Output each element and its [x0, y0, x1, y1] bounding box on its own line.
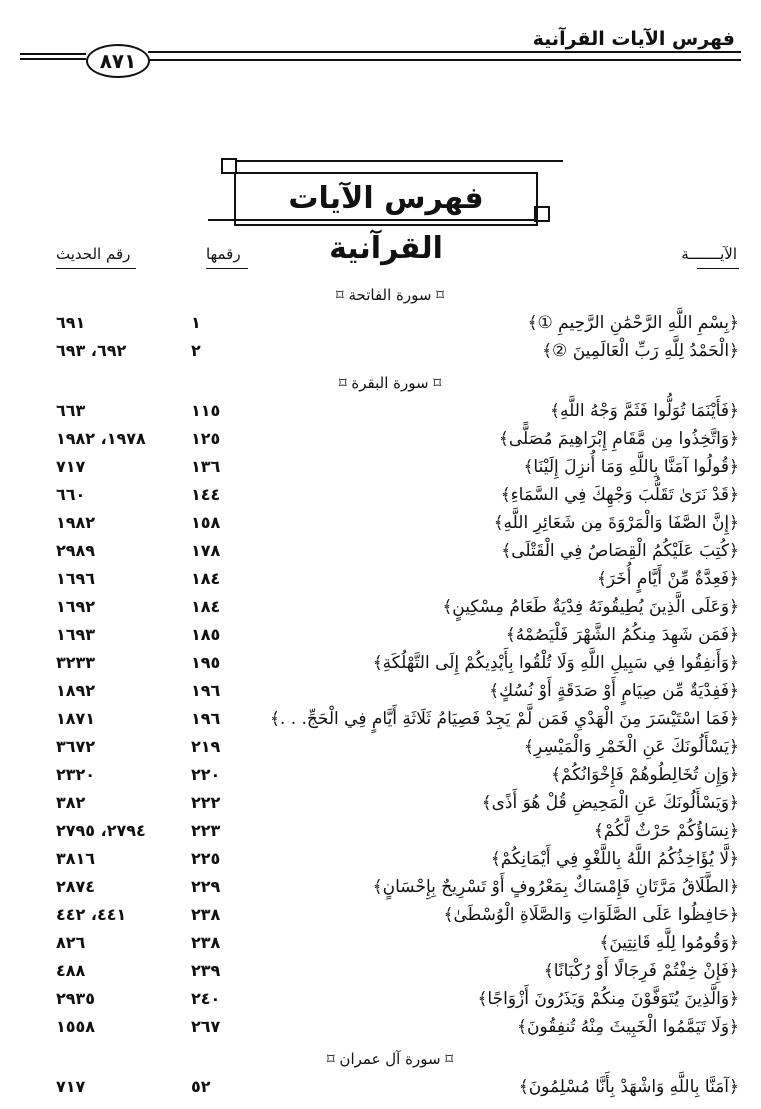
column-header-verse: الآيـــــــة	[681, 245, 737, 263]
hadith-number: ١٨٩٢	[56, 681, 96, 700]
hadith-number: ١٦٩٣	[56, 625, 96, 644]
surah-heading	[0, 370, 761, 396]
hadith-number: ١٩٧٨، ١٩٨٢	[56, 429, 146, 448]
hadith-number: ١٥٥٨	[56, 1017, 96, 1036]
verse-text: ﴿وَلَا تَيَمَّمُوا الْخَبِيثَ مِنْهُ تُنفِقُونَ﴾	[517, 1017, 739, 1037]
hadith-number: ٣٨١٦	[56, 849, 96, 868]
index-row	[0, 928, 761, 956]
verse-index-list	[0, 282, 761, 1100]
verse-text: ﴿قُولُوا آمَنَّا بِاللَّهِ وَمَا أُنزِلَ إِلَيْنَا﴾	[523, 457, 739, 477]
hadith-number: ٢٣٢٠	[56, 765, 96, 784]
verse-number: ١٣٦	[191, 457, 221, 476]
index-row	[0, 564, 761, 592]
verse-number: ٢١٩	[191, 737, 221, 756]
verse-number: ٢٣٨	[191, 905, 221, 924]
verse-number: ١٨٤	[191, 597, 221, 616]
verse-text: ﴿فَمَا اسْتَيْسَرَ مِنَ الْهَدْيِ فَمَن لَّمْ يَجِدْ فَصِيَامُ ثَلَاثَةِ أَيَّامٍ فِي الْحَجِّ. . .﴾	[269, 709, 739, 729]
hadith-number: ٤٤١، ٤٤٢	[56, 905, 127, 924]
verse-text: ﴿وَعَلَى الَّذِينَ يُطِيقُونَهُ فِدْيَةٌ طَعَامُ مِسْكِينٍ﴾	[442, 597, 739, 617]
index-row	[0, 984, 761, 1012]
verse-text: ﴿حَافِظُوا عَلَى الصَّلَوَاتِ وَالصَّلَاةِ الْوُسْطَىٰ﴾	[443, 905, 739, 925]
surah-name: ⌑ سورة آل عمران ⌑	[326, 1050, 454, 1068]
header-rule	[148, 51, 741, 53]
verse-text: ﴿فَعِدَّةٌ مِّنْ أَيَّامٍ أُخَرَ﴾	[596, 569, 739, 589]
header-rule-left	[20, 58, 86, 60]
column-underline-number	[206, 268, 248, 269]
hadith-number: ٦٩١	[56, 313, 86, 332]
hadith-number: ٧١٧	[56, 1077, 86, 1096]
surah-heading	[0, 1046, 761, 1072]
verse-number: ١٩٦	[191, 681, 221, 700]
verse-text: ﴿نِسَاؤُكُمْ حَرْثٌ لَّكُمْ﴾	[593, 821, 739, 841]
hadith-number: ٣٦٧٢	[56, 737, 96, 756]
index-row	[0, 732, 761, 760]
verse-text: ﴿فَفِدْيَةٌ مِّن صِيَامٍ أَوْ صَدَقَةٍ أَوْ نُسُكٍ﴾	[489, 681, 739, 701]
hadith-number: ٢٨٧٤	[56, 877, 96, 896]
verse-text: ﴿الطَّلَاقُ مَرَّتَانِ فَإِمْسَاكٌ بِمَعْرُوفٍ أَوْ تَسْرِيحٌ بِإِحْسَانٍ﴾	[372, 877, 739, 897]
verse-number: ٢٢٢	[191, 793, 221, 812]
hadith-number: ٧١٧	[56, 457, 86, 476]
index-row	[0, 844, 761, 872]
verse-text: ﴿وَقُومُوا لِلَّهِ قَانِتِينَ﴾	[599, 933, 739, 953]
hadith-number: ٤٨٨	[56, 961, 86, 980]
index-row	[0, 308, 761, 336]
hadith-number: ٢٩٨٩	[56, 541, 96, 560]
hadith-number: ٦٦٣	[56, 401, 86, 420]
index-row	[0, 424, 761, 452]
surah-heading	[0, 282, 761, 308]
column-underline-verse	[697, 268, 739, 269]
verse-number: ٢٦٧	[191, 1017, 221, 1036]
verse-number: ٢٣٨	[191, 933, 221, 952]
verse-text: ﴿وَإِن تُخَالِطُوهُمْ فَإِخْوَانُكُمْ﴾	[551, 765, 739, 785]
verse-text: ﴿وَاتَّخِذُوا مِن مَّقَامِ إِبْرَاهِيمَ مُصَلًّى﴾	[498, 429, 739, 449]
index-row	[0, 648, 761, 676]
verse-number: ٢٢٩	[191, 877, 221, 896]
verse-text: ﴿وَيَسْأَلُونَكَ عَنِ الْمَحِيضِ قُلْ هُوَ أَذًى﴾	[481, 793, 739, 813]
verse-text: ﴿آمَنَّا بِاللَّهِ وَاشْهَدْ بِأَنَّا مُسْلِمُونَ﴾	[518, 1077, 739, 1097]
surah-name: ⌑ سورة الفاتحة ⌑	[336, 286, 444, 304]
verse-number: ٢٢٠	[191, 765, 221, 784]
hadith-number: ٦٩٢، ٦٩٣	[56, 341, 127, 360]
verse-number: ١١٥	[191, 401, 221, 420]
verse-number: ١	[191, 313, 201, 332]
verse-number: ١٧٨	[191, 541, 221, 560]
hadith-number: ١٨٧١	[56, 709, 96, 728]
index-row	[0, 1072, 761, 1100]
verse-number: ٢٣٩	[191, 961, 221, 980]
hadith-number: ٣٨٢	[56, 793, 86, 812]
verse-number: ١٨٥	[191, 625, 221, 644]
verse-number: ٢٤٠	[191, 989, 221, 1008]
verse-text: ﴿فَأَيْنَمَا تُوَلُّوا فَثَمَّ وَجْهُ اللَّهِ﴾	[550, 401, 739, 421]
verse-number: ١٩٥	[191, 653, 221, 672]
index-row	[0, 336, 761, 364]
verse-number: ١٥٨	[191, 513, 221, 532]
verse-number: ١٩٦	[191, 709, 221, 728]
page-number: ٨٧١	[86, 44, 150, 78]
section-title: فهرس الآيات القرآنية	[234, 172, 538, 226]
verse-number: ١٤٤	[191, 485, 221, 504]
index-row	[0, 508, 761, 536]
hadith-number: ٨٢٦	[56, 933, 86, 952]
index-row	[0, 956, 761, 984]
index-row	[0, 816, 761, 844]
index-row	[0, 536, 761, 564]
column-underline-hadith	[56, 268, 136, 269]
verse-text: ﴿الْحَمْدُ لِلَّهِ رَبِّ الْعَالَمِينَ ②﴾	[542, 341, 739, 361]
verse-text: ﴿بِسْمِ اللَّهِ الرَّحْمَٰنِ الرَّحِيمِ ①﴾	[527, 313, 739, 333]
verse-number: ٥٢	[191, 1077, 211, 1096]
verse-number: ٢٢٣	[191, 821, 221, 840]
hadith-number: ٢٧٩٤، ٢٧٩٥	[56, 821, 146, 840]
verse-text: ﴿وَالَّذِينَ يُتَوَفَّوْنَ مِنكُمْ وَيَذَرُونَ أَزْوَاجًا﴾	[477, 989, 739, 1009]
verse-text: ﴿كُتِبَ عَلَيْكُمُ الْقِصَاصُ فِي الْقَتْلَى﴾	[501, 541, 739, 561]
index-row	[0, 900, 761, 928]
verse-number: ٢٢٥	[191, 849, 221, 868]
running-header-title: فهرس الآيات القرآنية	[532, 28, 735, 50]
header-rule-left	[20, 53, 86, 55]
verse-text: ﴿يَسْأَلُونَكَ عَنِ الْخَمْرِ وَالْمَيْسِرِ﴾	[523, 737, 739, 757]
hadith-number: ١٦٩٢	[56, 597, 96, 616]
hadith-number: ١٩٨٢	[56, 513, 96, 532]
header-rule	[148, 59, 741, 61]
index-row	[0, 872, 761, 900]
index-row	[0, 620, 761, 648]
column-header-hadith: رقم الحديث	[56, 245, 131, 263]
index-row	[0, 396, 761, 424]
verse-text: ﴿لَّا يُؤَاخِذُكُمُ اللَّهُ بِاللَّغْوِ فِي أَيْمَانِكُمْ﴾	[490, 849, 739, 869]
index-row	[0, 704, 761, 732]
frame-rule-top	[225, 160, 563, 162]
verse-text: ﴿قَدْ نَرَىٰ تَقَلُّبَ وَجْهِكَ فِي السَّمَاءِ﴾	[500, 485, 739, 505]
index-row	[0, 788, 761, 816]
surah-name: ⌑ سورة البقرة ⌑	[338, 374, 442, 392]
index-row	[0, 592, 761, 620]
index-row	[0, 1012, 761, 1040]
hadith-number: ٣٢٣٣	[56, 653, 96, 672]
hadith-number: ١٦٩٦	[56, 569, 96, 588]
verse-text: ﴿وَأَنفِقُوا فِي سَبِيلِ اللَّهِ وَلَا تُلْقُوا بِأَيْدِيكُمْ إِلَى التَّهْلُكَةِ﴾	[372, 653, 739, 673]
verse-number: ١٨٤	[191, 569, 221, 588]
verse-number: ٢	[191, 341, 201, 360]
index-row	[0, 760, 761, 788]
verse-text: ﴿إِنَّ الصَّفَا وَالْمَرْوَةَ مِن شَعَائِرِ اللَّهِ﴾	[493, 513, 739, 533]
verse-number: ١٢٥	[191, 429, 221, 448]
hadith-number: ٦٦٠	[56, 485, 86, 504]
index-row	[0, 676, 761, 704]
index-row	[0, 480, 761, 508]
verse-text: ﴿فَمَن شَهِدَ مِنكُمُ الشَّهْرَ فَلْيَصُمْهُ﴾	[505, 625, 739, 645]
hadith-number: ٢٩٣٥	[56, 989, 96, 1008]
index-row	[0, 452, 761, 480]
column-header-number: رقمها	[206, 245, 241, 263]
verse-text: ﴿فَإِنْ خِفْتُمْ فَرِجَالًا أَوْ رُكْبَانًا﴾	[543, 961, 739, 981]
